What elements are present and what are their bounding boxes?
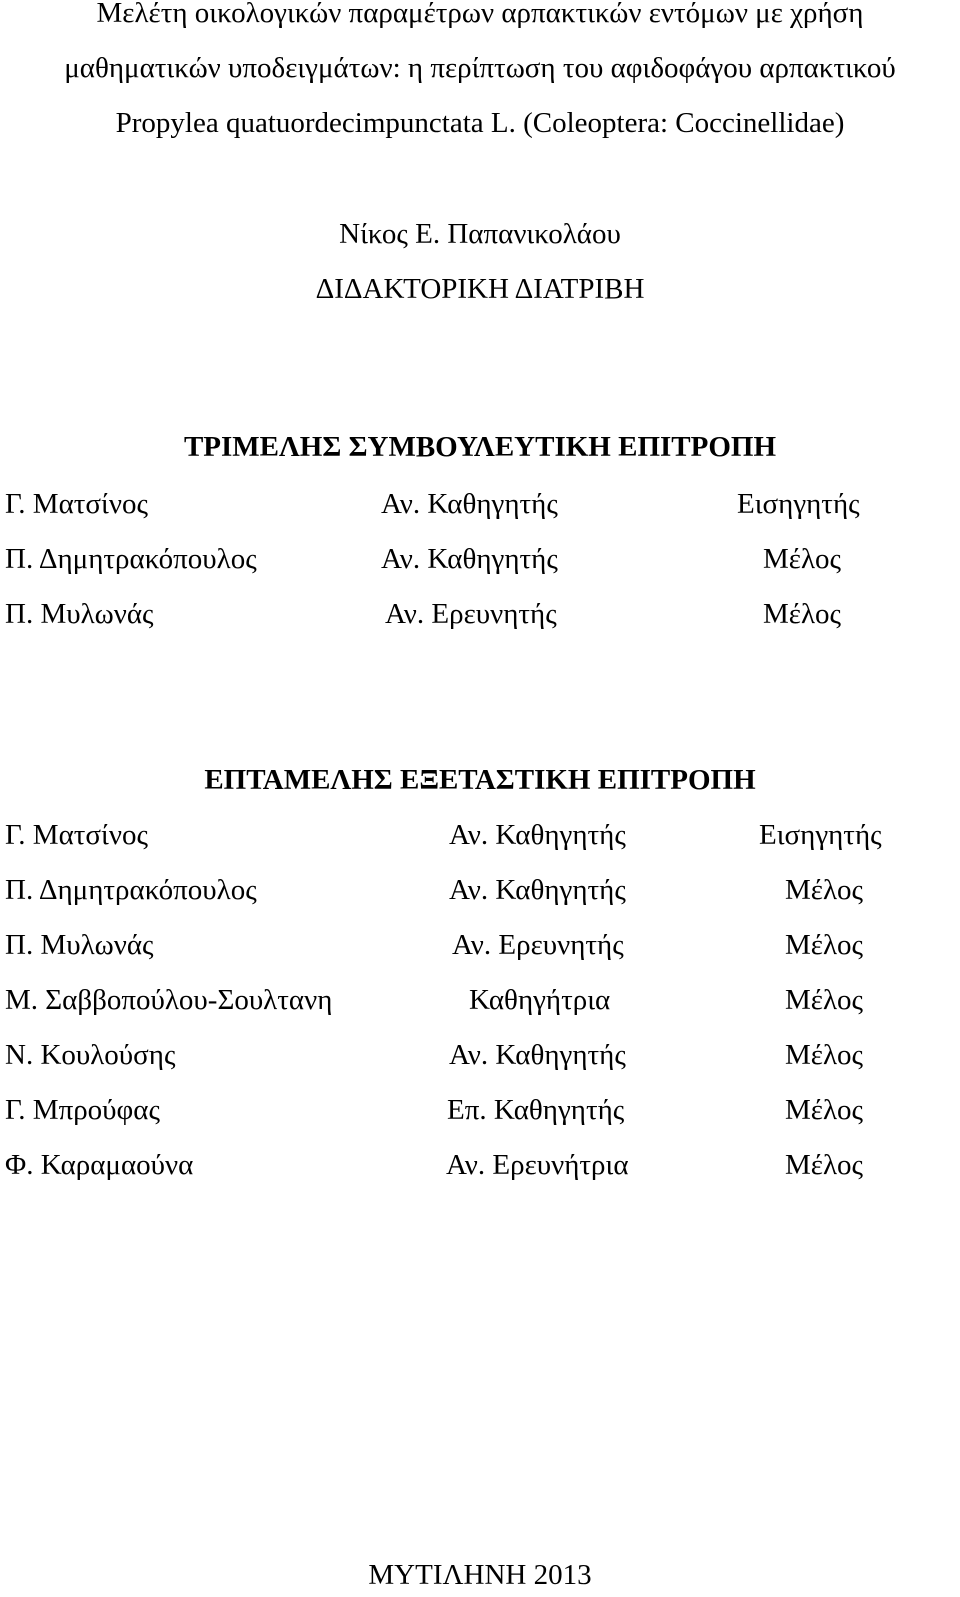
member-rank: Αν. Ερευνητής bbox=[385, 598, 557, 630]
member-rank: Επ. Καθηγητής bbox=[447, 1094, 625, 1126]
member-role: Μέλος bbox=[785, 1039, 864, 1071]
examination-member-row bbox=[0, 1093, 960, 1127]
member-name: Φ. Καραμαούνα bbox=[5, 1149, 194, 1181]
member-rank: Καθηγήτρια bbox=[469, 984, 611, 1016]
member-role: Μέλος bbox=[763, 543, 842, 575]
examination-member-row bbox=[0, 983, 960, 1017]
advisory-committee-heading: ΤΡΙΜΕΛΗΣ ΣΥΜΒΟΥΛΕΥΤΙΚΗ ΕΠΙΤΡΟΠΗ bbox=[183, 431, 777, 463]
examination-committee-heading: ΕΠΤΑΜΕΛΗΣ ΕΞΕΤΑΣΤΙΚΗ ΕΠΙΤΡΟΠΗ bbox=[204, 764, 756, 796]
member-role: Εισηγητής bbox=[737, 488, 860, 520]
member-name: Γ. Μπρούφας bbox=[5, 1094, 160, 1126]
member-role: Εισηγητής bbox=[759, 819, 882, 851]
examination-member-row bbox=[0, 1038, 960, 1072]
member-name: Π. Δημητρακόπουλος bbox=[5, 543, 257, 575]
member-name: Π. Μυλωνάς bbox=[5, 598, 154, 630]
member-role: Μέλος bbox=[785, 874, 864, 906]
member-role: Μέλος bbox=[785, 1149, 864, 1181]
member-name: Γ. Ματσίνος bbox=[5, 819, 148, 851]
member-name: Γ. Ματσίνος bbox=[5, 488, 148, 520]
member-role: Μέλος bbox=[785, 984, 864, 1016]
member-rank: Αν. Καθηγητής bbox=[381, 543, 558, 575]
place-and-year: ΜΥΤΙΛΗΝΗ 2013 bbox=[368, 1559, 592, 1591]
member-name: Ν. Κουλούσης bbox=[5, 1039, 176, 1071]
examination-member-row bbox=[0, 1148, 960, 1182]
member-name: Π. Δημητρακόπουλος bbox=[5, 874, 257, 906]
thesis-title-line-2: μαθηματικών υποδειγμάτων: η περίπτωση του αφιδοφάγου αρπακτικού bbox=[64, 52, 896, 84]
member-rank: Αν. Καθηγητής bbox=[449, 819, 626, 851]
member-role: Μέλος bbox=[785, 929, 864, 961]
member-rank: Αν. Καθηγητής bbox=[381, 488, 558, 520]
thesis-title-line-3: Propylea quatuordecimpunctata L. (Coleoptera: Coccinellidae) bbox=[115, 107, 845, 139]
member-rank: Αν. Ερευνήτρια bbox=[446, 1149, 629, 1181]
examination-member-row bbox=[0, 818, 960, 852]
advisory-member-row bbox=[0, 542, 960, 576]
member-rank: Αν. Καθηγητής bbox=[449, 1039, 626, 1071]
thesis-title-line-1: Μελέτη οικολογικών παραμέτρων αρπακτικών εντόμων με χρήση bbox=[96, 0, 864, 29]
examination-member-row bbox=[0, 873, 960, 907]
advisory-member-row bbox=[0, 487, 960, 521]
member-rank: Αν. Καθηγητής bbox=[449, 874, 626, 906]
member-name: Π. Μυλωνάς bbox=[5, 929, 154, 961]
thesis-type: ΔΙΔΑΚΤΟΡΙΚΗ ΔΙΑΤΡΙΒΗ bbox=[315, 273, 645, 305]
member-name: Μ. Σαββοπούλου-Σουλτανη bbox=[5, 984, 333, 1016]
author-name: Νίκος Ε. Παπανικολάου bbox=[339, 218, 621, 250]
member-rank: Αν. Ερευνητής bbox=[452, 929, 624, 961]
advisory-member-row bbox=[0, 597, 960, 631]
member-role: Μέλος bbox=[763, 598, 842, 630]
member-role: Μέλος bbox=[785, 1094, 864, 1126]
examination-member-row bbox=[0, 928, 960, 962]
